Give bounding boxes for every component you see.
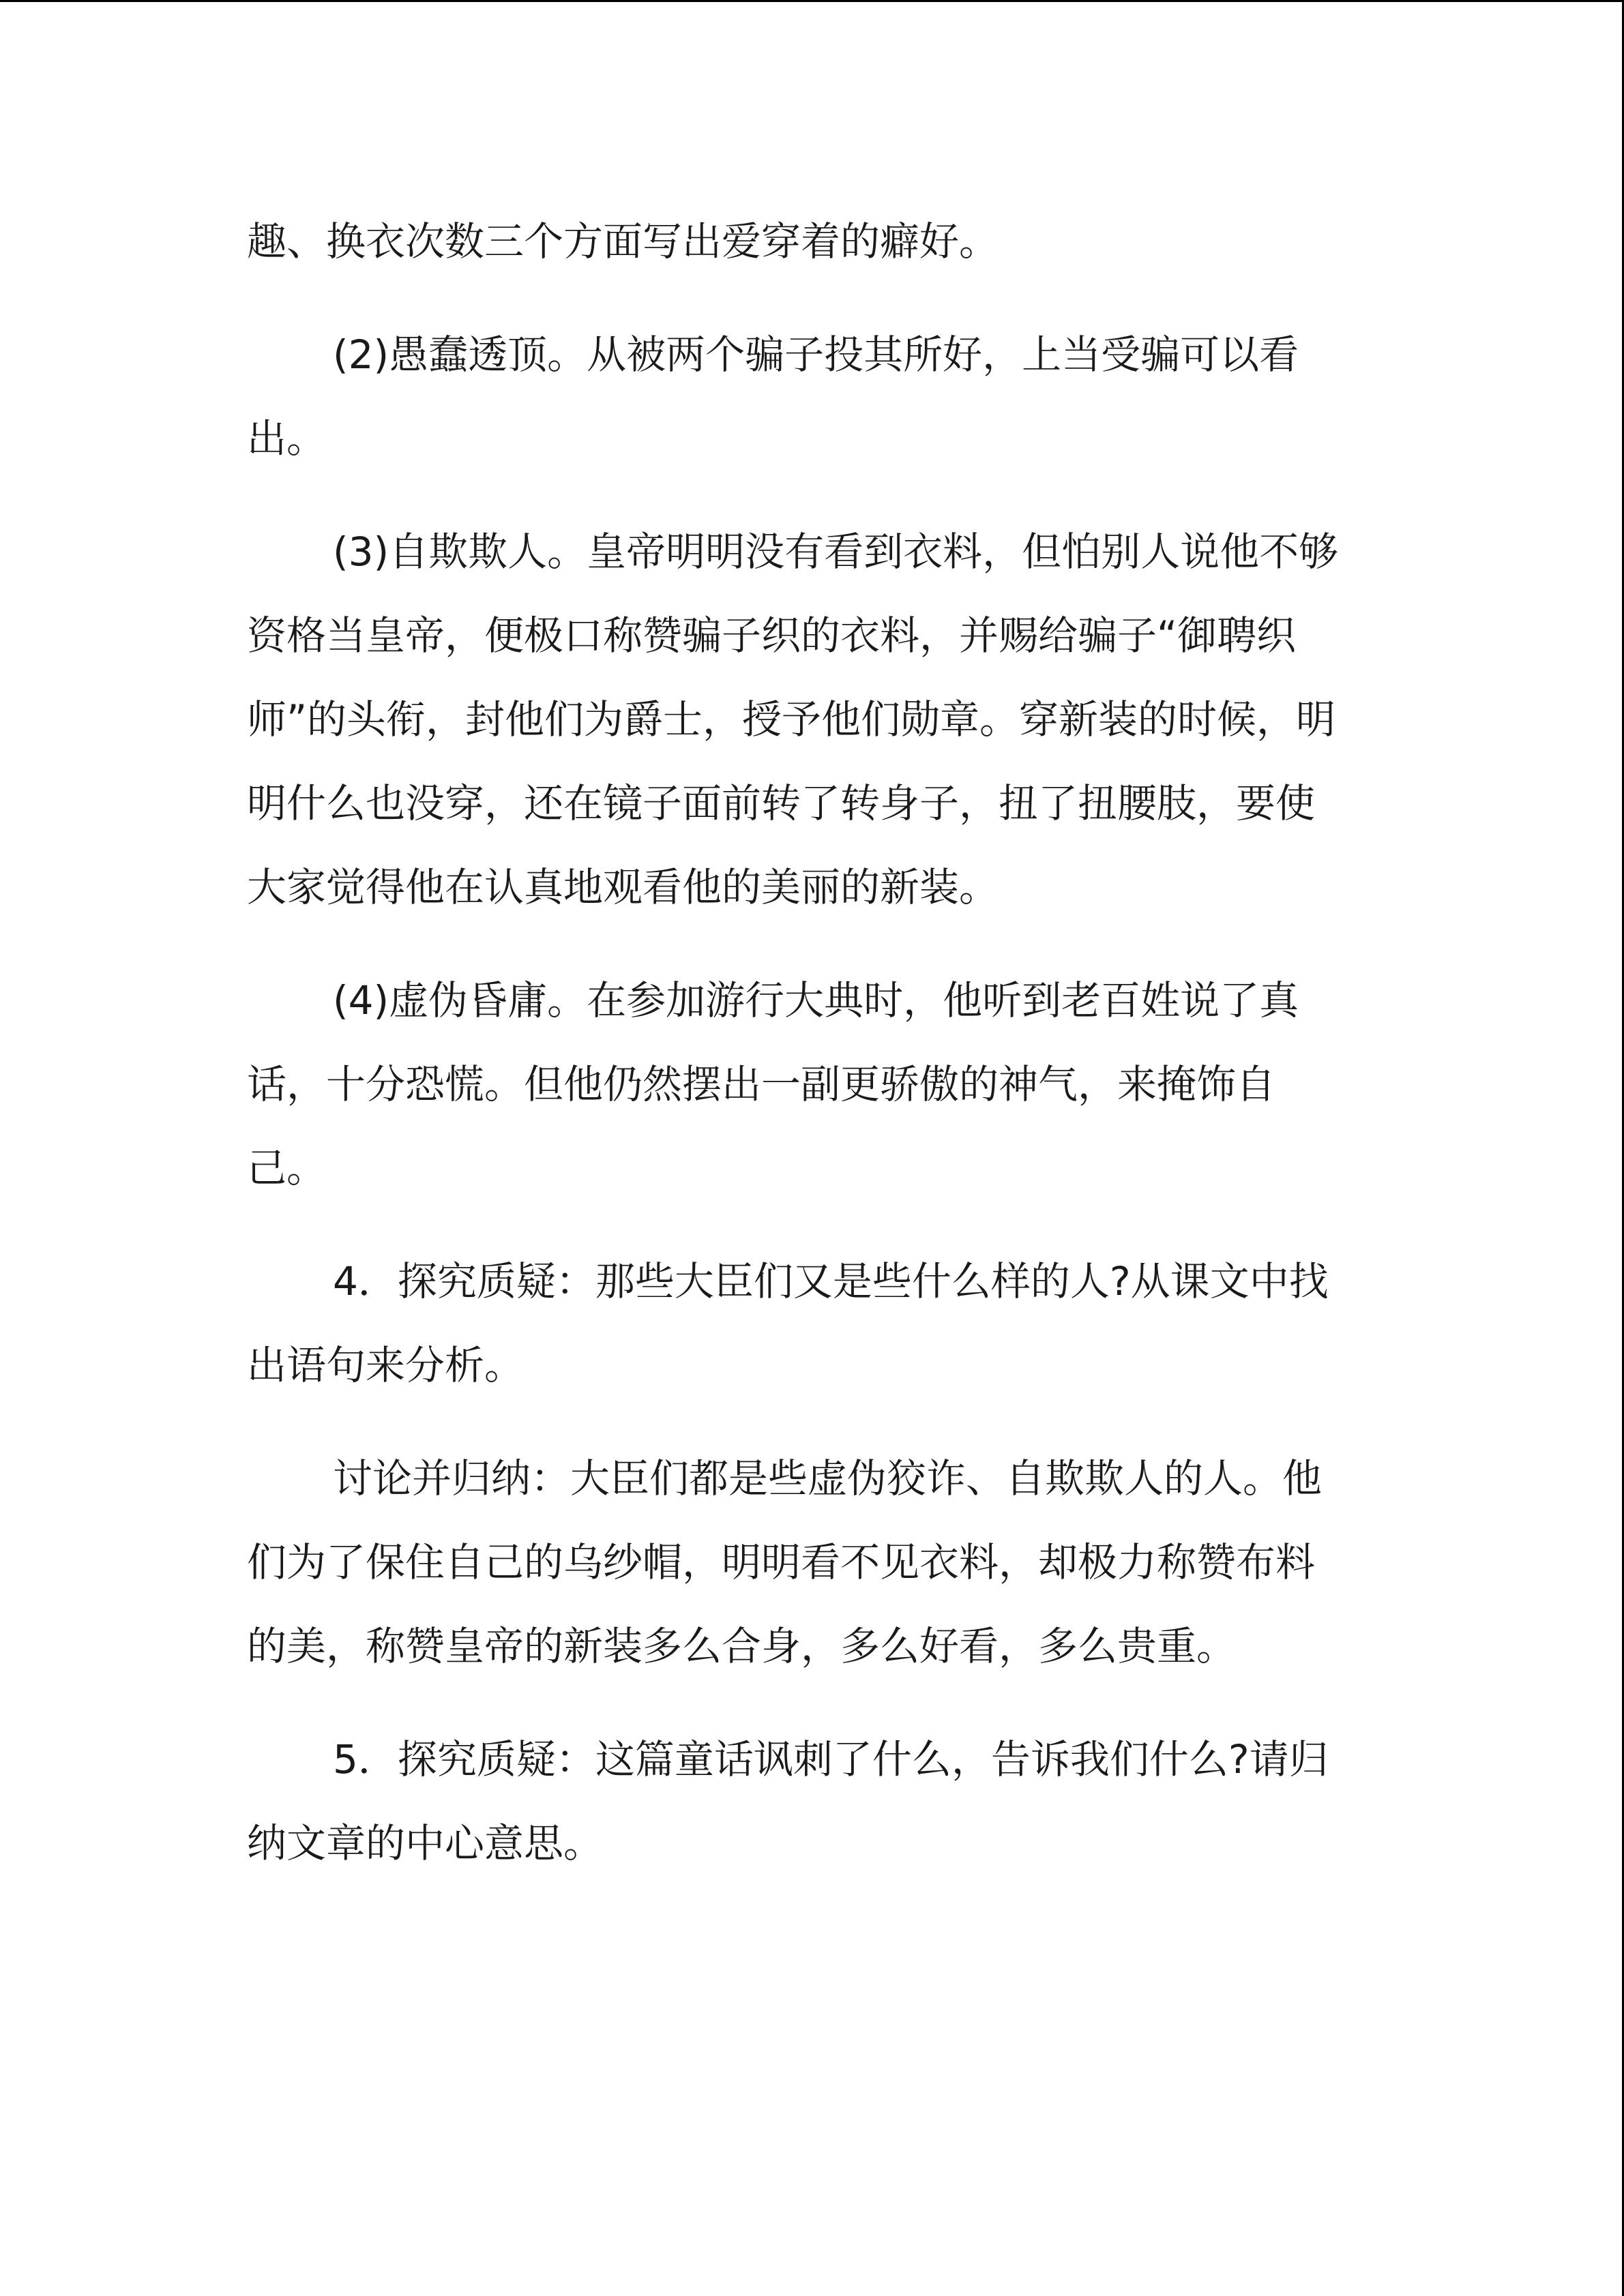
paragraph-4: (4)虚伪昏庸。在参加游行大典时，他听到老百姓说了真话，十分恐慌。但他仍然摆出一副更骄傲的神气，来掩饰自己。 [247, 977, 1299, 1191]
paragraph-5: 4．探究质疑：那些大臣们又是些什么样的人?从课文中找出语句来分析。 [247, 1258, 1329, 1388]
paragraph-7: 5．探究质疑：这篇童话讽刺了什么，告诉我们什么?请归纳文章的中心意思。 [247, 1736, 1329, 1866]
paragraph-2: (2)愚蠢透顶。从被两个骗子投其所好，上当受骗可以看出。 [247, 331, 1299, 462]
paragraph-6: 讨论并归纳：大臣们都是些虚伪狡诈、自欺欺人的人。他们为了保住自己的乌纱帽，明明看不见衣料，却极力称赞布料的美，称赞皇帝的新装多么合身，多么好看，多么贵重。 [247, 1455, 1323, 1669]
paragraph-3: (3)自欺欺人。皇帝明明没有看到衣料，但怕别人说他不够资格当皇帝，便极口称赞骗子织的衣料，并赐给骗子“御聘织师”的头衔，封他们为爵士，授予他们勋章。穿新装的时候，明明什么也没穿，还在镜子面前转了转身子，扭了扭腰肢，要使大家觉得他在认真地观看他的美丽的新装。 [247, 528, 1339, 910]
document-body [247, 200, 1352, 1915]
paragraph-1: 趣、换衣次数三个方面写出爱穿着的癖好。 [247, 218, 999, 265]
